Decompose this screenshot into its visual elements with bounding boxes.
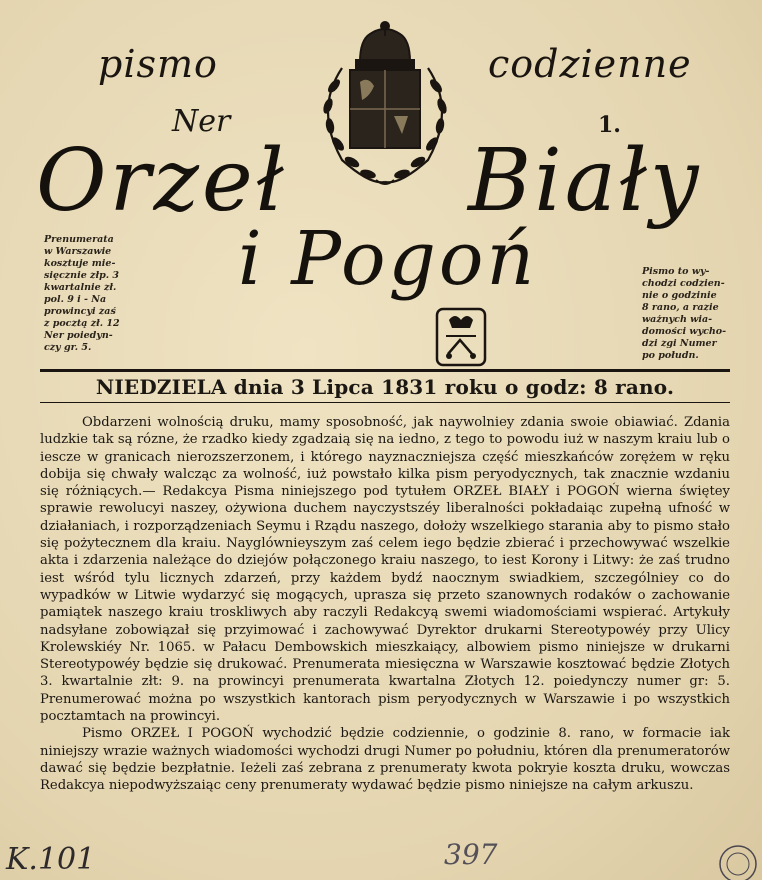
- subscription-line: Prenumerata: [44, 234, 114, 245]
- header-pismo: pismo: [98, 42, 218, 86]
- title-i-pogon: i Pogoń: [238, 216, 538, 302]
- library-mark: K.101: [6, 842, 96, 877]
- schedule-note: [642, 266, 746, 362]
- header-rule-bottom: [40, 402, 730, 403]
- schedule-line: chodzi codzien-: [642, 278, 725, 289]
- schedule-line: Pismo to wy-: [642, 266, 710, 277]
- dateline: NIEDZIELA dnia 3 Lipca 1831 roku o godz: 8 rano.: [95, 375, 675, 399]
- subscription-line: kosztuje mie-: [44, 258, 116, 269]
- header-codzienne: codzienne: [488, 42, 692, 86]
- pogon-emblem-icon: [434, 306, 488, 368]
- schedule-line: dzi zgi Numer: [642, 338, 717, 349]
- crest-icon: [290, 20, 480, 195]
- ner-label: Ner: [172, 104, 231, 139]
- schedule-line: po połudn.: [642, 350, 699, 361]
- issue-number: 1.: [598, 112, 621, 138]
- subscription-line: prowincyi zaś: [44, 306, 116, 317]
- title-orzel: Orzeł: [36, 131, 287, 231]
- header-rule-top: [40, 369, 730, 372]
- subscription-line: z pocztą zł. 12: [44, 318, 120, 329]
- schedule-line: 8 rano, a razie: [642, 302, 719, 313]
- subscription-line: sięcznie złp. 3: [44, 270, 119, 281]
- page-mark: 397: [444, 838, 498, 871]
- subscription-line: w Warszawie: [44, 246, 112, 257]
- subscription-line: pol. 9 i - Na: [44, 294, 107, 305]
- schedule-line: nie o godzinie: [642, 290, 717, 301]
- subscription-line: kwartalnie zł.: [44, 282, 117, 293]
- title-bialy: Biały: [468, 131, 702, 231]
- subscription-line: Ner poiedyn-: [44, 330, 113, 341]
- library-stamp-icon: [710, 838, 760, 880]
- schedule-line: ważnych wia-: [642, 314, 713, 325]
- article-paragraph: Pismo ORZEŁ I POGOŃ wychodzić będzie codziennie, o godzinie 8. rano, w formacie iak niniejszy wrazie ważnych wiadomości wychodzi drugi Numer po południu, któren dla prenumeratorów dawać się będzie bezpłatnie. Ieżeli zaś zebrana z prenumeraty kwota pokryie koszta druku, wowczas Redakcya niepodwyższaiąc ceny prenumeraty wydawać będzie pismo niniejsze na całym arkuszu.: [40, 726, 730, 794]
- article-body: [40, 414, 730, 795]
- subscription-line: czy gr. 5.: [44, 342, 92, 353]
- article-paragraph: Obdarzeni wolnością druku, mamy sposobność, jak naywolniey zdania swoie obiawiać. Zdania ludzkie tak są rózne, że rzadko kiedy zgadzaią się na iedno, z tego to powodu iuż w naszym kraiu lub o iescze w granicach nierozszerzonem, i którego nayznaczniejsza część mieszkańców zorężem w ręku dobija się chwały walcząc za wolność, iuż powstało kilka pism peryodycznych, tak znacznie wzdaniu się różniących.— Redakcya Pisma niniejszego pod tytułem ORZEŁ BIAŁY i POGOŃ wierna świętey sprawie rewolucyi naszey, ożywiona duchem nayczystszéy liberalności pokładaiąc zupełną ufność w działaniach, i rozporządzeniach Seymu i Rządu naszego, dołoży wszelkiego starania aby to pismo stało się pożytecznem dla kraiu. Nayglównieyszym zaś celem iego będzie zbierać i przechowywać wszelkie akta i zdarzenia należące do dziejów połączonego kraiu naszego, to iest Korony i Litwy: że zaś trudno iest wśród tylu licznych zdarzeń, przy każdem bydź naocznym swiadkiem, szczególniey co do wypadków w Litwie wydarzyć się mogących, uprasza się przeto szanownych rodaków o zachowanie pamiątek naszego kraiu troskliwych aby raczyli Redakcyą swemi wiadomościami wspierać. Artykuły nadsyłane zobowiązał się przyimować i zachowywać Dyrektor drukarni Stereotypowéy przy Ulicy Krolewskiéy Nr. 1065. w Pałacu Dembowskich mieszkaiący, albowiem pismo niniejsze w drukarni Stereotypowéy będzie się drukować. Prenumerata miesięczna w Warszawie kosztować będzie Złotych 3. kwartalnie złt: 9. na prowincyi prenumerata kwartalna Złotych 12. poiedynczy numer gr: 5. Prenumerować można po wszystkich kantorach pism peryodycznych w Warszawie i po wszystkich pocztamtach na prowincyi.: [40, 415, 730, 725]
- schedule-line: domości wycho-: [642, 326, 727, 337]
- subscription-note: [44, 234, 152, 354]
